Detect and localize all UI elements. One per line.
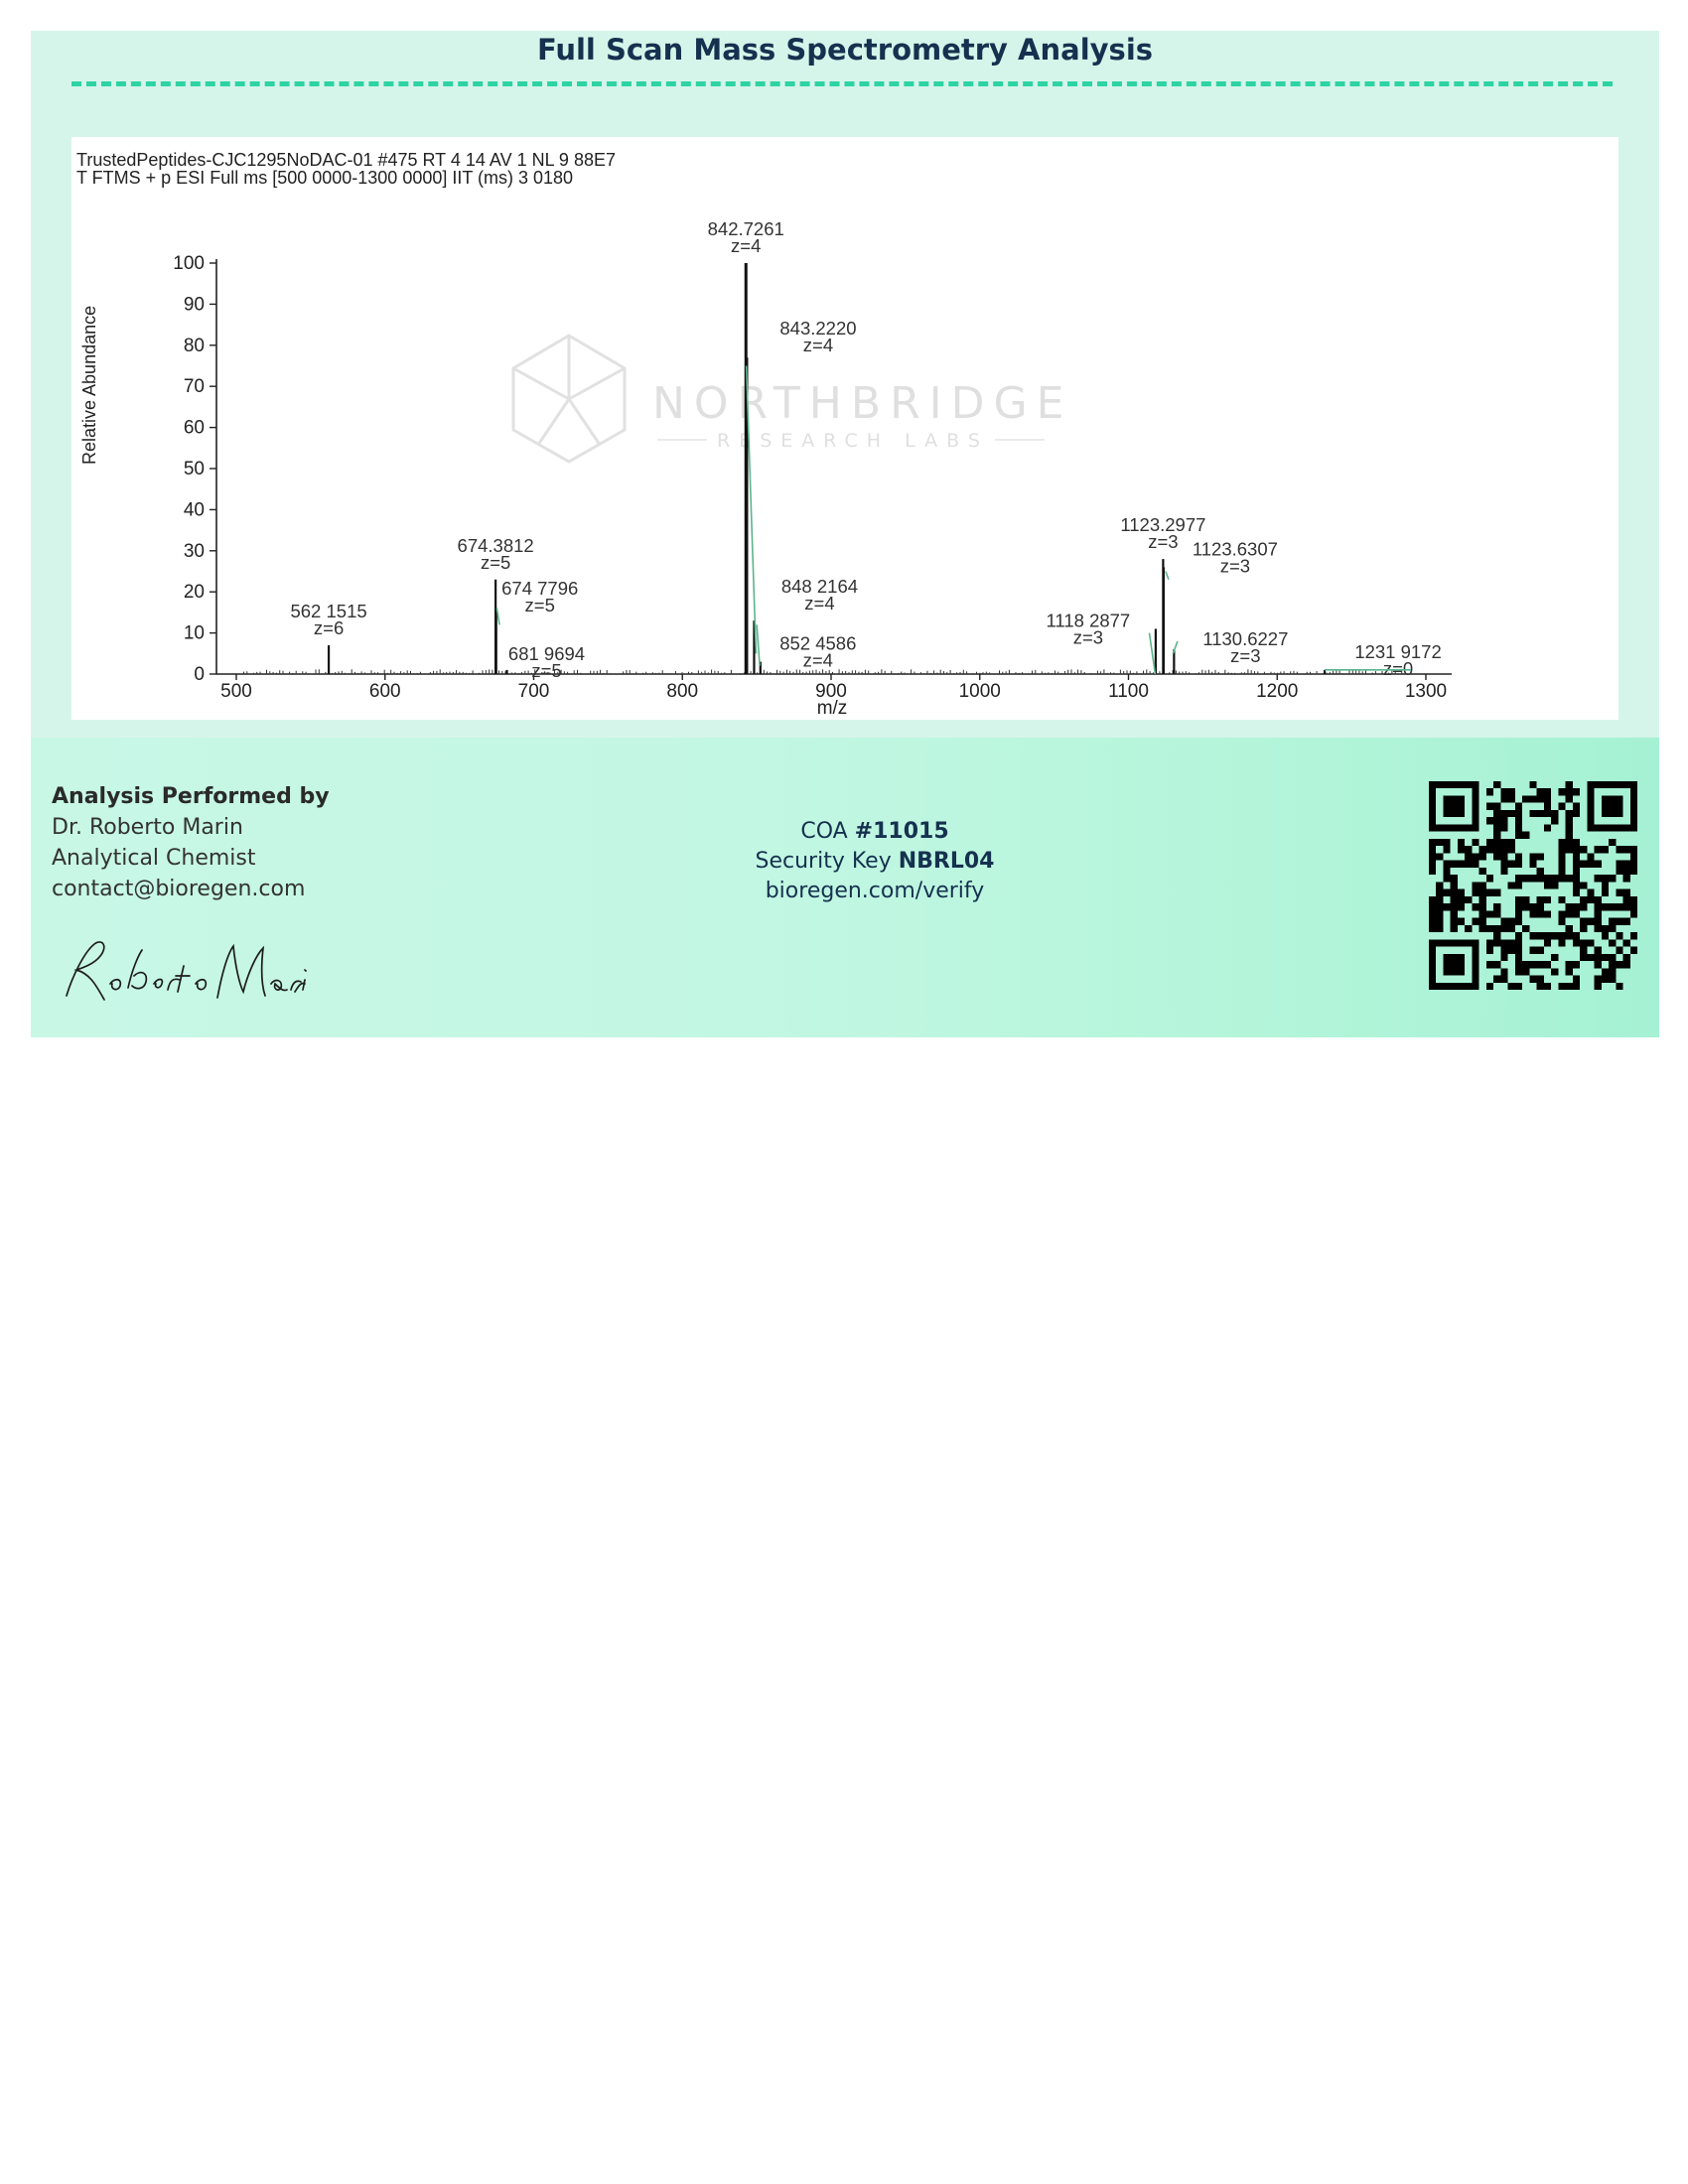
y-tick-label: 30 bbox=[183, 540, 205, 562]
peak-charge-label: z=3 bbox=[1148, 531, 1179, 553]
peak-charge-label: z=3 bbox=[1219, 555, 1251, 577]
peak-charge-label: z=3 bbox=[1072, 626, 1104, 648]
peak-charge-label: z=5 bbox=[480, 551, 511, 573]
x-tick-label: 1300 bbox=[1404, 681, 1448, 702]
page-title: Full Scan Mass Spectrometry Analysis bbox=[536, 33, 1154, 67]
peak-mz-label: 852 4586 bbox=[779, 632, 857, 654]
footer-panel bbox=[31, 738, 1659, 1037]
peak-charge-label: z=0 bbox=[1382, 657, 1414, 679]
y-tick-label: 100 bbox=[173, 253, 205, 274]
x-tick-label: 700 bbox=[517, 681, 550, 702]
peak-charge-label: z=4 bbox=[802, 649, 833, 671]
title-divider bbox=[71, 81, 1613, 86]
peak-mz-label: 674.3812 bbox=[457, 534, 534, 556]
peak-charge-label: z=5 bbox=[531, 659, 562, 681]
y-tick-label: 60 bbox=[183, 417, 205, 439]
analyst-label: Analysis Performed by bbox=[52, 784, 330, 809]
y-tick-label: 90 bbox=[183, 294, 205, 316]
peak-mz-label: 1123.6307 bbox=[1192, 538, 1278, 560]
y-tick-label: 80 bbox=[183, 335, 205, 356]
peak-charge-label: z=3 bbox=[1230, 645, 1261, 667]
y-tick-label: 10 bbox=[183, 622, 205, 644]
peak-mz-label: 1123.2977 bbox=[1120, 514, 1206, 536]
peak-mz-label: 562 1515 bbox=[290, 601, 367, 622]
analyst-role: Analytical Chemist bbox=[52, 846, 256, 871]
peak-charge-label: z=6 bbox=[313, 617, 345, 639]
peak-charge-label: z=4 bbox=[804, 593, 835, 614]
y-tick-label: 0 bbox=[194, 664, 205, 685]
peak-mz-label: 1231 9172 bbox=[1354, 640, 1442, 662]
peak-charge-label: z=4 bbox=[802, 335, 834, 356]
x-tick-label: 1000 bbox=[958, 681, 1001, 702]
y-tick-label: 40 bbox=[183, 499, 205, 521]
x-tick-label: 500 bbox=[220, 681, 252, 702]
peak-charge-label: z=5 bbox=[524, 594, 555, 615]
watermark-logo bbox=[513, 336, 1072, 462]
y-axis-label: Relative Abundance bbox=[79, 305, 99, 465]
analyst-block bbox=[52, 781, 330, 904]
signature-image bbox=[51, 926, 309, 1016]
watermark-sub: RESEARCH LABS bbox=[717, 430, 989, 452]
spectrum-chart bbox=[71, 137, 1618, 720]
y-tick-label: 50 bbox=[183, 459, 205, 479]
y-tick-label: 70 bbox=[183, 376, 205, 398]
x-tick-label: 800 bbox=[666, 681, 699, 702]
analyst-name: Dr. Roberto Marin bbox=[52, 815, 243, 840]
coa-number: #11015 bbox=[854, 819, 949, 844]
peak-mz-label: 681 9694 bbox=[507, 642, 586, 664]
peak-charge-label: z=4 bbox=[731, 235, 762, 256]
peak-mz-label: 842.7261 bbox=[707, 218, 784, 239]
spectrum-panel bbox=[31, 31, 1659, 738]
isotope-trace bbox=[757, 624, 760, 665]
analyst-email: contact@bioregen.com bbox=[52, 877, 306, 901]
coa-prefix: COA bbox=[800, 819, 848, 844]
isotope-trace bbox=[1173, 641, 1177, 653]
security-key-value: NBRL04 bbox=[898, 849, 995, 874]
y-tick-label: 20 bbox=[183, 582, 205, 604]
x-tick-label: 600 bbox=[368, 681, 401, 702]
peak-mz-label: 1130.6227 bbox=[1202, 628, 1289, 650]
coa-line bbox=[627, 817, 1123, 847]
spectrum-svg bbox=[71, 137, 1618, 720]
x-axis-label: m/z bbox=[816, 698, 848, 719]
x-tick-label: 1100 bbox=[1108, 681, 1149, 702]
peak-mz-label: 843.2220 bbox=[779, 318, 857, 340]
verify-link[interactable]: bioregen.com/verify bbox=[765, 879, 985, 903]
peak-mz-label: 1118 2877 bbox=[1046, 610, 1131, 631]
isotope-trace bbox=[1166, 572, 1169, 580]
hexagon-icon bbox=[513, 336, 625, 462]
security-key-prefix: Security Key bbox=[755, 849, 892, 874]
watermark-name: NORTHBRIDGE bbox=[652, 378, 1073, 429]
peak-mz-label: 848 2164 bbox=[780, 576, 859, 598]
spectrum-header-line1: TrustedPeptides-CJC1295NoDAC-01 #475 RT 4 14 AV 1 NL 9 88E7 bbox=[76, 150, 616, 170]
certificate-block bbox=[627, 817, 1123, 906]
x-tick-label: 900 bbox=[815, 681, 847, 702]
security-key-line bbox=[627, 847, 1123, 877]
qr-code-icon[interactable] bbox=[1429, 781, 1637, 990]
qr-modules bbox=[1429, 781, 1637, 990]
spectrum-header-line2: T FTMS + p ESI Full ms [500 0000-1300 0000] IIT (ms) 3 0180 bbox=[76, 168, 574, 188]
peak-mz-label: 674 7796 bbox=[501, 577, 579, 599]
x-tick-label: 1200 bbox=[1256, 681, 1299, 702]
isotope-trace bbox=[1149, 633, 1155, 674]
